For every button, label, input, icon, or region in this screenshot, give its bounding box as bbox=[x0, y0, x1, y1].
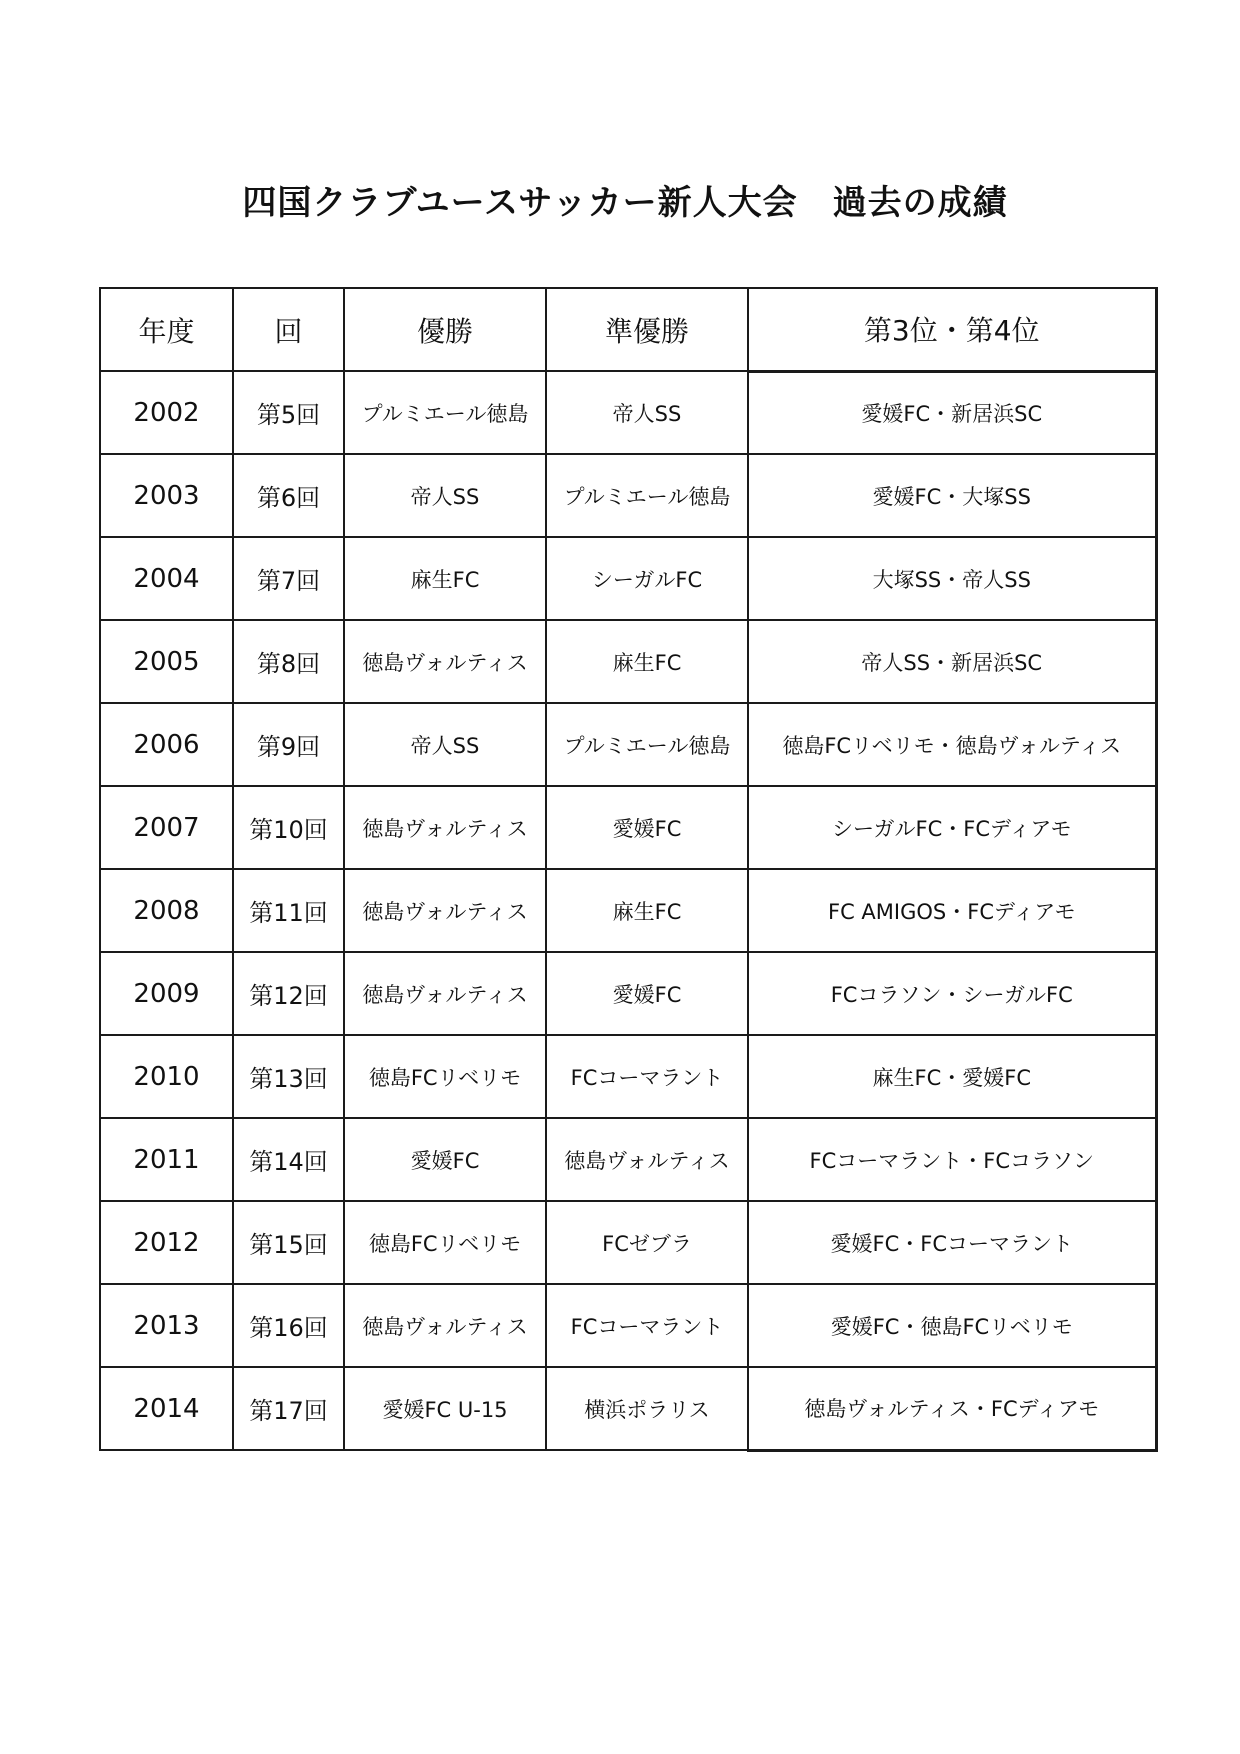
round-cell: 第13回 bbox=[233, 1035, 344, 1118]
header-third-fourth: 第3位・第4位 bbox=[748, 288, 1156, 371]
third-fourth-cell: FCコラソン・シーガルFC bbox=[748, 952, 1156, 1035]
third-fourth-cell: 愛媛FC・FCコーマラント bbox=[748, 1201, 1156, 1284]
champion-cell: 徳島FCリベリモ bbox=[344, 1035, 546, 1118]
table-row bbox=[100, 869, 1156, 952]
champion-cell: 愛媛FC U-15 bbox=[344, 1367, 546, 1450]
year-cell: 2008 bbox=[100, 869, 233, 952]
round-cell: 第10回 bbox=[233, 786, 344, 869]
champion-cell: 徳島ヴォルティス bbox=[344, 620, 546, 703]
champion-cell: 徳島ヴォルティス bbox=[344, 786, 546, 869]
table-row bbox=[100, 1201, 1156, 1284]
year-cell: 2005 bbox=[100, 620, 233, 703]
year-cell: 2007 bbox=[100, 786, 233, 869]
round-cell: 第7回 bbox=[233, 537, 344, 620]
table-row bbox=[100, 371, 1156, 454]
round-cell: 第14回 bbox=[233, 1118, 344, 1201]
champion-cell: 帝人SS bbox=[344, 703, 546, 786]
champion-cell: 徳島ヴォルティス bbox=[344, 952, 546, 1035]
champion-cell: 徳島FCリベリモ bbox=[344, 1201, 546, 1284]
third-fourth-cell: シーガルFC・FCディアモ bbox=[748, 786, 1156, 869]
round-cell: 第5回 bbox=[233, 371, 344, 454]
year-cell: 2003 bbox=[100, 454, 233, 537]
third-fourth-cell: FCコーマラント・FCコラソン bbox=[748, 1118, 1156, 1201]
table-row bbox=[100, 786, 1156, 869]
runner-up-cell: 愛媛FC bbox=[546, 952, 748, 1035]
year-cell: 2012 bbox=[100, 1201, 233, 1284]
table-row bbox=[100, 952, 1156, 1035]
runner-up-cell: シーガルFC bbox=[546, 537, 748, 620]
year-cell: 2011 bbox=[100, 1118, 233, 1201]
champion-cell: 徳島ヴォルティス bbox=[344, 869, 546, 952]
round-cell: 第11回 bbox=[233, 869, 344, 952]
page-title: 四国クラブユースサッカー新人大会 過去の成績 bbox=[242, 183, 1008, 223]
runner-up-cell: プルミエール徳島 bbox=[546, 454, 748, 537]
table-row bbox=[100, 1284, 1156, 1367]
round-cell: 第16回 bbox=[233, 1284, 344, 1367]
third-fourth-cell: 愛媛FC・新居浜SC bbox=[748, 371, 1156, 454]
third-fourth-cell: 大塚SS・帝人SS bbox=[748, 537, 1156, 620]
champion-cell: 麻生FC bbox=[344, 537, 546, 620]
table-row bbox=[100, 454, 1156, 537]
year-cell: 2009 bbox=[100, 952, 233, 1035]
round-cell: 第17回 bbox=[233, 1367, 344, 1450]
runner-up-cell: 麻生FC bbox=[546, 620, 748, 703]
table-row bbox=[100, 1118, 1156, 1201]
runner-up-cell: 愛媛FC bbox=[546, 786, 748, 869]
table-row bbox=[100, 537, 1156, 620]
header-row bbox=[100, 288, 1156, 371]
table-row bbox=[100, 1035, 1156, 1118]
runner-up-cell: プルミエール徳島 bbox=[546, 703, 748, 786]
champion-cell: 愛媛FC bbox=[344, 1118, 546, 1201]
third-fourth-cell: 愛媛FC・徳島FCリベリモ bbox=[748, 1284, 1156, 1367]
champion-cell: プルミエール徳島 bbox=[344, 371, 546, 454]
runner-up-cell: 徳島ヴォルティス bbox=[546, 1118, 748, 1201]
table-row bbox=[100, 1367, 1156, 1450]
third-fourth-cell: 麻生FC・愛媛FC bbox=[748, 1035, 1156, 1118]
table-row bbox=[100, 620, 1156, 703]
year-cell: 2014 bbox=[100, 1367, 233, 1450]
round-cell: 第6回 bbox=[233, 454, 344, 537]
header-champion: 優勝 bbox=[344, 288, 546, 371]
round-cell: 第12回 bbox=[233, 952, 344, 1035]
year-cell: 2004 bbox=[100, 537, 233, 620]
third-fourth-cell: 徳島FCリベリモ・徳島ヴォルティス bbox=[748, 703, 1156, 786]
champion-cell: 徳島ヴォルティス bbox=[344, 1284, 546, 1367]
year-cell: 2013 bbox=[100, 1284, 233, 1367]
table-row bbox=[100, 703, 1156, 786]
round-cell: 第9回 bbox=[233, 703, 344, 786]
header-round: 回 bbox=[233, 288, 344, 371]
runner-up-cell: 麻生FC bbox=[546, 869, 748, 952]
third-fourth-cell: 愛媛FC・大塚SS bbox=[748, 454, 1156, 537]
third-fourth-cell: 徳島ヴォルティス・FCディアモ bbox=[748, 1367, 1156, 1450]
third-fourth-cell: 帝人SS・新居浜SC bbox=[748, 620, 1156, 703]
champion-cell: 帝人SS bbox=[344, 454, 546, 537]
year-cell: 2002 bbox=[100, 371, 233, 454]
year-cell: 2010 bbox=[100, 1035, 233, 1118]
round-cell: 第15回 bbox=[233, 1201, 344, 1284]
runner-up-cell: FCコーマラント bbox=[546, 1035, 748, 1118]
runner-up-cell: FCゼブラ bbox=[546, 1201, 748, 1284]
header-runner-up: 準優勝 bbox=[546, 288, 748, 371]
runner-up-cell: 横浜ポラリス bbox=[546, 1367, 748, 1450]
runner-up-cell: FCコーマラント bbox=[546, 1284, 748, 1367]
third-fourth-cell: FC AMIGOS・FCディアモ bbox=[748, 869, 1156, 952]
runner-up-cell: 帝人SS bbox=[546, 371, 748, 454]
year-cell: 2006 bbox=[100, 703, 233, 786]
results-table bbox=[99, 287, 1158, 1452]
round-cell: 第8回 bbox=[233, 620, 344, 703]
header-year: 年度 bbox=[100, 288, 233, 371]
